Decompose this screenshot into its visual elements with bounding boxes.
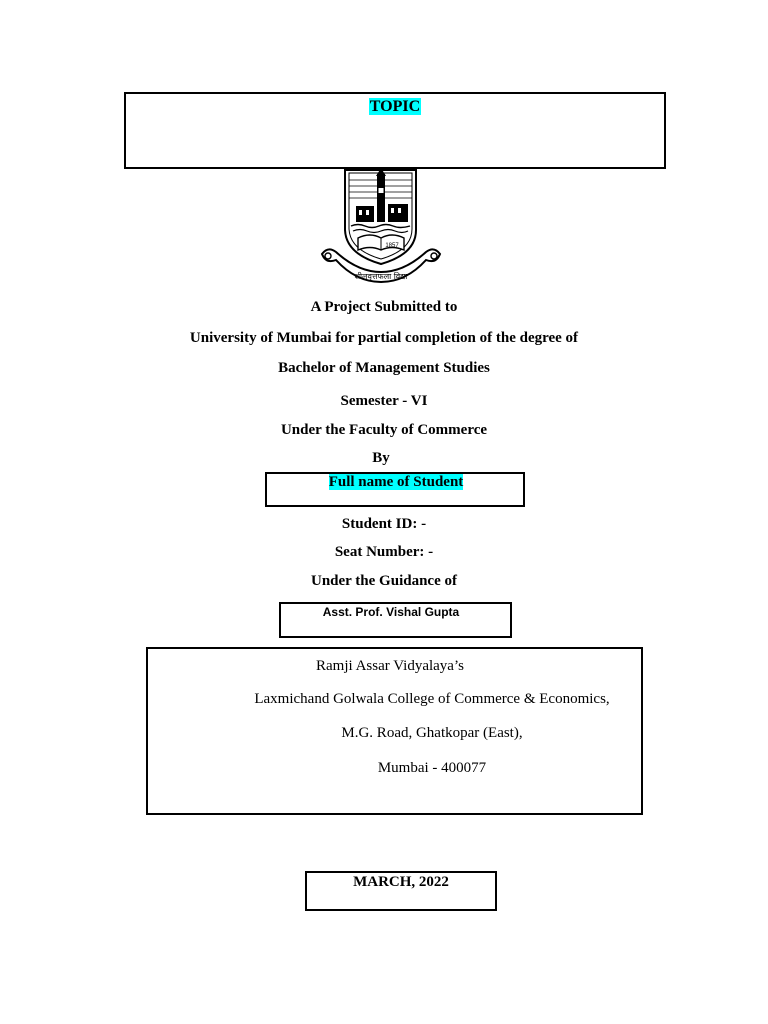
college-line-1: Ramji Assar Vidyalaya’s <box>316 658 464 674</box>
semester: Semester - VI <box>340 393 428 409</box>
university-logo <box>318 168 444 286</box>
student-name: Full name of Student <box>328 474 464 490</box>
seat-number: Seat Number: - <box>334 544 434 560</box>
guide-name: Asst. Prof. Vishal Gupta <box>322 605 460 619</box>
by-label: By <box>372 450 390 466</box>
topic-label: TOPIC <box>369 98 421 115</box>
guidance-label: Under the Guidance of <box>311 573 457 589</box>
logo-year: 1857 <box>385 243 399 249</box>
degree-name: Bachelor of Management Studies <box>278 360 490 376</box>
student-name-wrap <box>0 473 768 491</box>
submission-line-1: A Project Submitted to <box>310 299 458 315</box>
college-address: M.G. Road, Ghatkopar (East), <box>341 725 523 741</box>
college-city: Mumbai - 400077 <box>377 760 487 776</box>
motto-text: शीलवृत्तफला विद्या <box>354 272 408 281</box>
college-line-2: Laxmichand Golwala College of Commerce & Economics, <box>254 691 610 707</box>
topic-label-wrap <box>0 98 768 116</box>
student-id: Student ID: - <box>341 516 427 532</box>
faculty: Under the Faculty of Commerce <box>280 422 488 438</box>
submission-line-2: University of Mumbai for partial completion of the degree of <box>189 330 579 346</box>
date-text: MARCH, 2022 <box>353 874 449 890</box>
